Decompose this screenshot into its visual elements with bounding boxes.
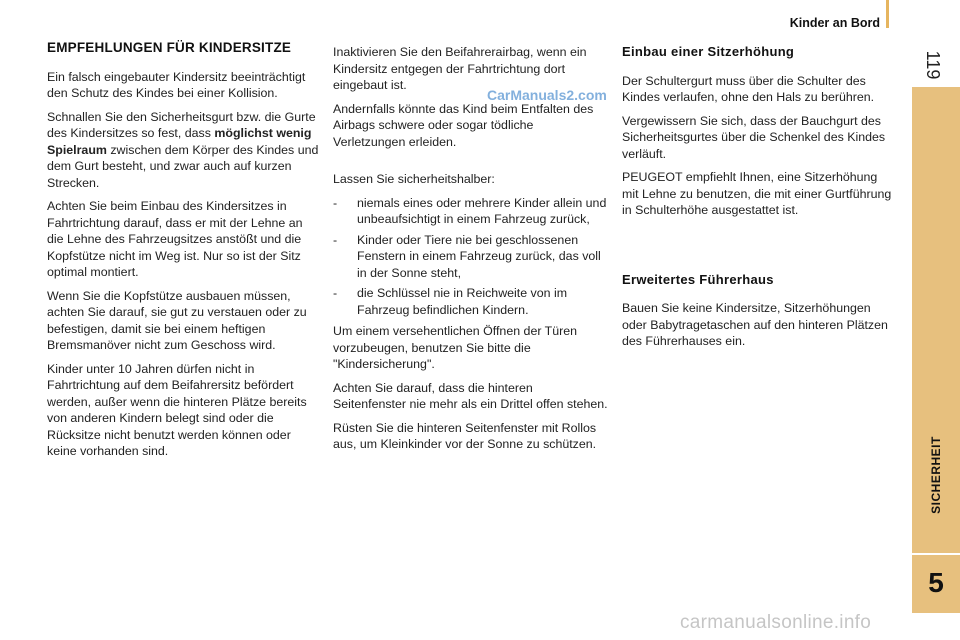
paragraph: Der Schultergurt muss über die Schulter des Kindes verlaufen, ohne den Hals zu berühren. — [622, 73, 875, 104]
chapter-tab-divider — [912, 553, 960, 555]
paragraph-list-intro: Lassen Sie sicherheitshalber: — [333, 172, 495, 186]
column-booster-seat — [622, 44, 896, 357]
paragraph: PEUGEOT empfiehlt Ihnen, eine Sitzerhöhung mit Lehne zu benutzen, die mit einer Gurtführung in Schulterhöhe ausgestattet ist. — [622, 170, 892, 217]
list-item: - Kinder oder Tiere nie bei geschlossenen Fenstern in einem Fahrzeug zurück, das voll in der Sonne steht, — [333, 232, 601, 280]
running-header-title: Kinder an Bord — [789, 16, 880, 30]
watermark-carmanuals2: CarManuals2.com — [487, 87, 607, 103]
paragraph: Andernfalls könnte das Kind beim Entfalten des Airbags schwere oder sogar tödliche Verletzungen erleiden. — [333, 101, 594, 149]
paragraph: Achten Sie darauf, dass die hinteren Seitenfenster nie mehr als ein Drittel offen stehen. — [333, 380, 608, 411]
chapter-side-tab — [912, 87, 960, 613]
paragraph: Ein falsch eingebauter Kindersitz beeinträchtigt den Schutz des Kindes bei einer Kollision. — [47, 69, 306, 100]
safety-bullet-list — [333, 195, 608, 319]
section-heading-recommendations: EMPFEHLUNGEN FÜR KINDERSITZE — [47, 40, 292, 55]
paragraph: Wenn Sie die Kopfstütze ausbauen müssen, achten Sie darauf, sie gut zu verstauen oder zu befestigen, damit sie bei einem heftigen Bremsmanöver nicht zum Geschoss wird. — [47, 288, 307, 352]
list-item: - niemals eines oder mehrere Kinder allein und unbeaufsichtigt in einem Fahrzeug zurück, — [333, 195, 607, 226]
watermark-carmanualsonline: carmanualsonline.info — [680, 612, 872, 633]
paragraph: Um einem versehentlichen Öffnen der Türen vorzubeugen, benutzen Sie bitte die "Kindersicherung". — [333, 324, 578, 371]
list-item: - die Schlüssel nie in Reichweite von im Fahrzeug befindlichen Kindern. — [333, 286, 568, 317]
chapter-number: 5 — [928, 567, 944, 598]
chapter-tab-label — [912, 405, 960, 545]
subheading-booster-seat: Einbau einer Sitzerhöhung — [622, 44, 795, 59]
subheading-extended-cab: Erweitertes Führerhaus — [622, 271, 774, 287]
paragraph: Achten Sie beim Einbau des Kindersitzes in Fahrtrichtung darauf, dass er mit der Lehne an die Lehne des Fahrzeugsitzes anstößt und die Kopfstütze nicht im Weg ist. Nur so ist der Sitz optimal montiert. — [47, 199, 303, 279]
paragraph: Kinder unter 10 Jahren dürfen nicht in Fahrtrichtung auf dem Beifahrersitz befördert werden, außer wenn die hinteren Plätze bereits von anderen Kindern belegt sind oder die Rücksitze nicht benutzt werden können oder keine vorhanden sind. — [47, 361, 307, 458]
paragraph-airbag: Inaktivieren Sie den Beifahrerairbag, wenn ein Kindersitz entgegen der Fahrtrichtung dort eingebaut ist. — [333, 45, 587, 92]
column-safety-notes — [333, 44, 608, 460]
paragraph: Vergewissern Sie sich, dass der Bauchgurt des Sicherheitsgurtes über die Schenkel des Kindes verläuft. — [622, 113, 886, 161]
emphasis-text: möglichst wenig Spielraum — [47, 126, 312, 157]
paragraph: Bauen Sie keine Kindersitze, Sitzerhöhungen oder Babytragetaschen auf den hinteren Plätzen des Führerhauses ein. — [622, 301, 888, 348]
paragraph-belt-tightness: Schnallen Sie den Sicherheitsgurt bzw. die Gurte des Kindersitzes so fest, dass möglichst wenig Spielraum zwischen dem Körper des Kindes und dem Gurt besteht, und zwar auch auf kurzen Strecken. — [47, 109, 319, 190]
chapter-tab-label-text: SICHERHEIT — [929, 436, 943, 514]
paragraph: Rüsten Sie die hinteren Seitenfenster mit Rollos aus, um Kleinkinder vor der Sonne zu schützen. — [333, 420, 597, 451]
header-accent-rule — [886, 0, 889, 28]
column-recommendations — [47, 40, 319, 467]
page-number: 119 — [923, 50, 944, 80]
